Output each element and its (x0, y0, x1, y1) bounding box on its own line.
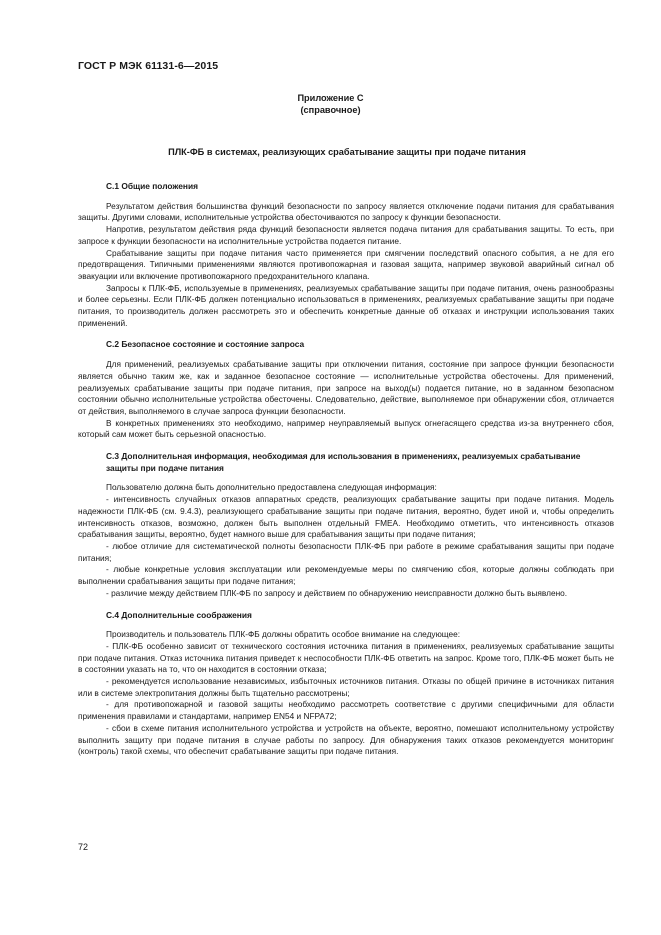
document-body (78, 181, 614, 758)
paragraph: Результатом действия большинства функций безопасности по запросу является отключение подачи питания для срабатывания защиты. Другими словами, исполнительные устройства обесточиваются по запросу к функции безопасности. (78, 200, 614, 223)
section-heading-c2: С.2 Безопасное состояние и состояние запроса (106, 339, 305, 350)
paragraph: Напротив, результатом действия ряда функций безопасности является подача питания для срабатывания защиты. То есть, при запросе к функции безопасности на исполнительные устройства подается питание. (78, 224, 614, 246)
document-title: ПЛК-ФБ в системах, реализующих срабатывание защиты при подаче питания (168, 147, 526, 157)
paragraph: В конкретных применениях это необходимо, например неуправляемый выпуск огнегасящего средства из-за внутреннего сбоя, который сам может быть серьезной опасностью. (78, 417, 614, 440)
list-item: - сбои в схеме питания исполнительного устройства и устройств на объекте, вероятно, помешают исполнительному устройству выполнить защиту при подаче питания в случае работы по запросу. Для обнаружения таких отказов рекомендуется мониторинг (контроль) такой схемы, что обеспечит срабатывание защиты при подаче питания. (78, 722, 614, 757)
section-heading-c4: С.4 Дополнительные соображения (106, 609, 252, 620)
paragraph: Запросы к ПЛК-ФБ, используемые в применениях, реализуемых срабатывание защиты при подаче питания, очень разнообразны и более серьезны. Если ПЛК-ФБ должен потенциально использоваться в применениях, реализуемых срабатывание защиты при подаче питания, то производитель должен рассмотреть это и обеспечить конкретные данные об отказах и инструкции использования таких применений. (78, 282, 614, 328)
section-heading-c3: С.3 Дополнительная информация, необходимая для использования в применениях, реализуемых срабатывание защиты при подаче питания (106, 451, 581, 473)
paragraph: Для применений, реализуемых срабатывание защиты при отключении питания, состояние при запросе функции безопасности является обычно таким же, как и заданное безопасное состояние — исполнительные устройства обесточены. Для применений, реализуемых срабатывание защиты при подаче питания, при запросе на выход(ы) подается питание, но в заданном безопасном состоянии обычно исполнительные устройства обесточены. Следовательно, действие, выполняемое при обнаружении сбоя, отличается от действия, выполняемого в случае запроса функции безопасности. (78, 359, 614, 416)
list-item: - различие между действием ПЛК-ФБ по запросу и действием по обнаружению неисправности должно быть выявлено. (106, 587, 568, 598)
page-number: 72 (78, 842, 89, 852)
section-heading-c1: С.1 Общие положения (106, 181, 199, 191)
paragraph: Производитель и пользователь ПЛК-ФБ должны обратить особое внимание на следующее: (106, 629, 461, 640)
list-item: - ПЛК-ФБ особенно зависит от технического состояния источника питания в применениях, реализуемых срабатывание защиты при подаче питания. Отказ источника питания приведет к неспособности ПЛК-ФБ ответить на запрос. Кроме того, ПЛК-ФБ может быть не в состоянии указать на то, что он находится в состоянии отказа; (78, 640, 614, 675)
standard-id: ГОСТ Р МЭК 61131-6—2015 (78, 60, 219, 72)
list-item: - интенсивность случайных отказов аппаратных средств, реализующих срабатывание защиты при подаче питания. Модель надежности ПЛК-ФБ (см. 9.4.3), реализующего срабатывание защиты при подаче питания, вероятно, будет иной и, чтобы определить интенсивность отказов, возможно, должен быть выполнен отдельный FMEA. Необходимо отметить, что интенсивность отказов срабатывания защиты, вероятно, будет намного выше для срабатывания защиты при подаче питания; (78, 494, 614, 540)
paragraph: Срабатывание защиты при подаче питания часто применяется при смягчении последствий опасного события, а не для его предотвращения. Типичными применениями являются противопожарная и газовая защита, например звуковой аварийный сигнал об эвакуации или включение противопожарного предохранительного клапана. (78, 247, 614, 281)
annex-title: Приложение С (297, 93, 364, 103)
list-item: - для противопожарной и газовой защиты необходимо рассмотреть соответствие с другими специфичными для области применения правилами и стандартами, например EN54 и NFPA72; (78, 699, 614, 722)
list-item: - любое отличие для систематической полноты безопасности ПЛК-ФБ при работе в режиме срабатывания защиты при подаче питания; (78, 540, 614, 563)
annex-subtitle: (справочное) (300, 105, 361, 115)
annex-heading (0, 92, 661, 116)
paragraph: Пользователю должна быть дополнительно предоставлена следующая информация: (106, 482, 437, 493)
list-item: - рекомендуется использование независимых, избыточных источников питания. Отказы по общей причине в источниках питания или в системе электропитания должны быть тщательно рассмотрены; (78, 676, 614, 698)
list-item: - любые конкретные условия эксплуатации или рекомендуемые меры по смягчению сбоя, которые должны соблюдать при выполнении срабатывания защиты при подаче питания; (78, 564, 614, 587)
